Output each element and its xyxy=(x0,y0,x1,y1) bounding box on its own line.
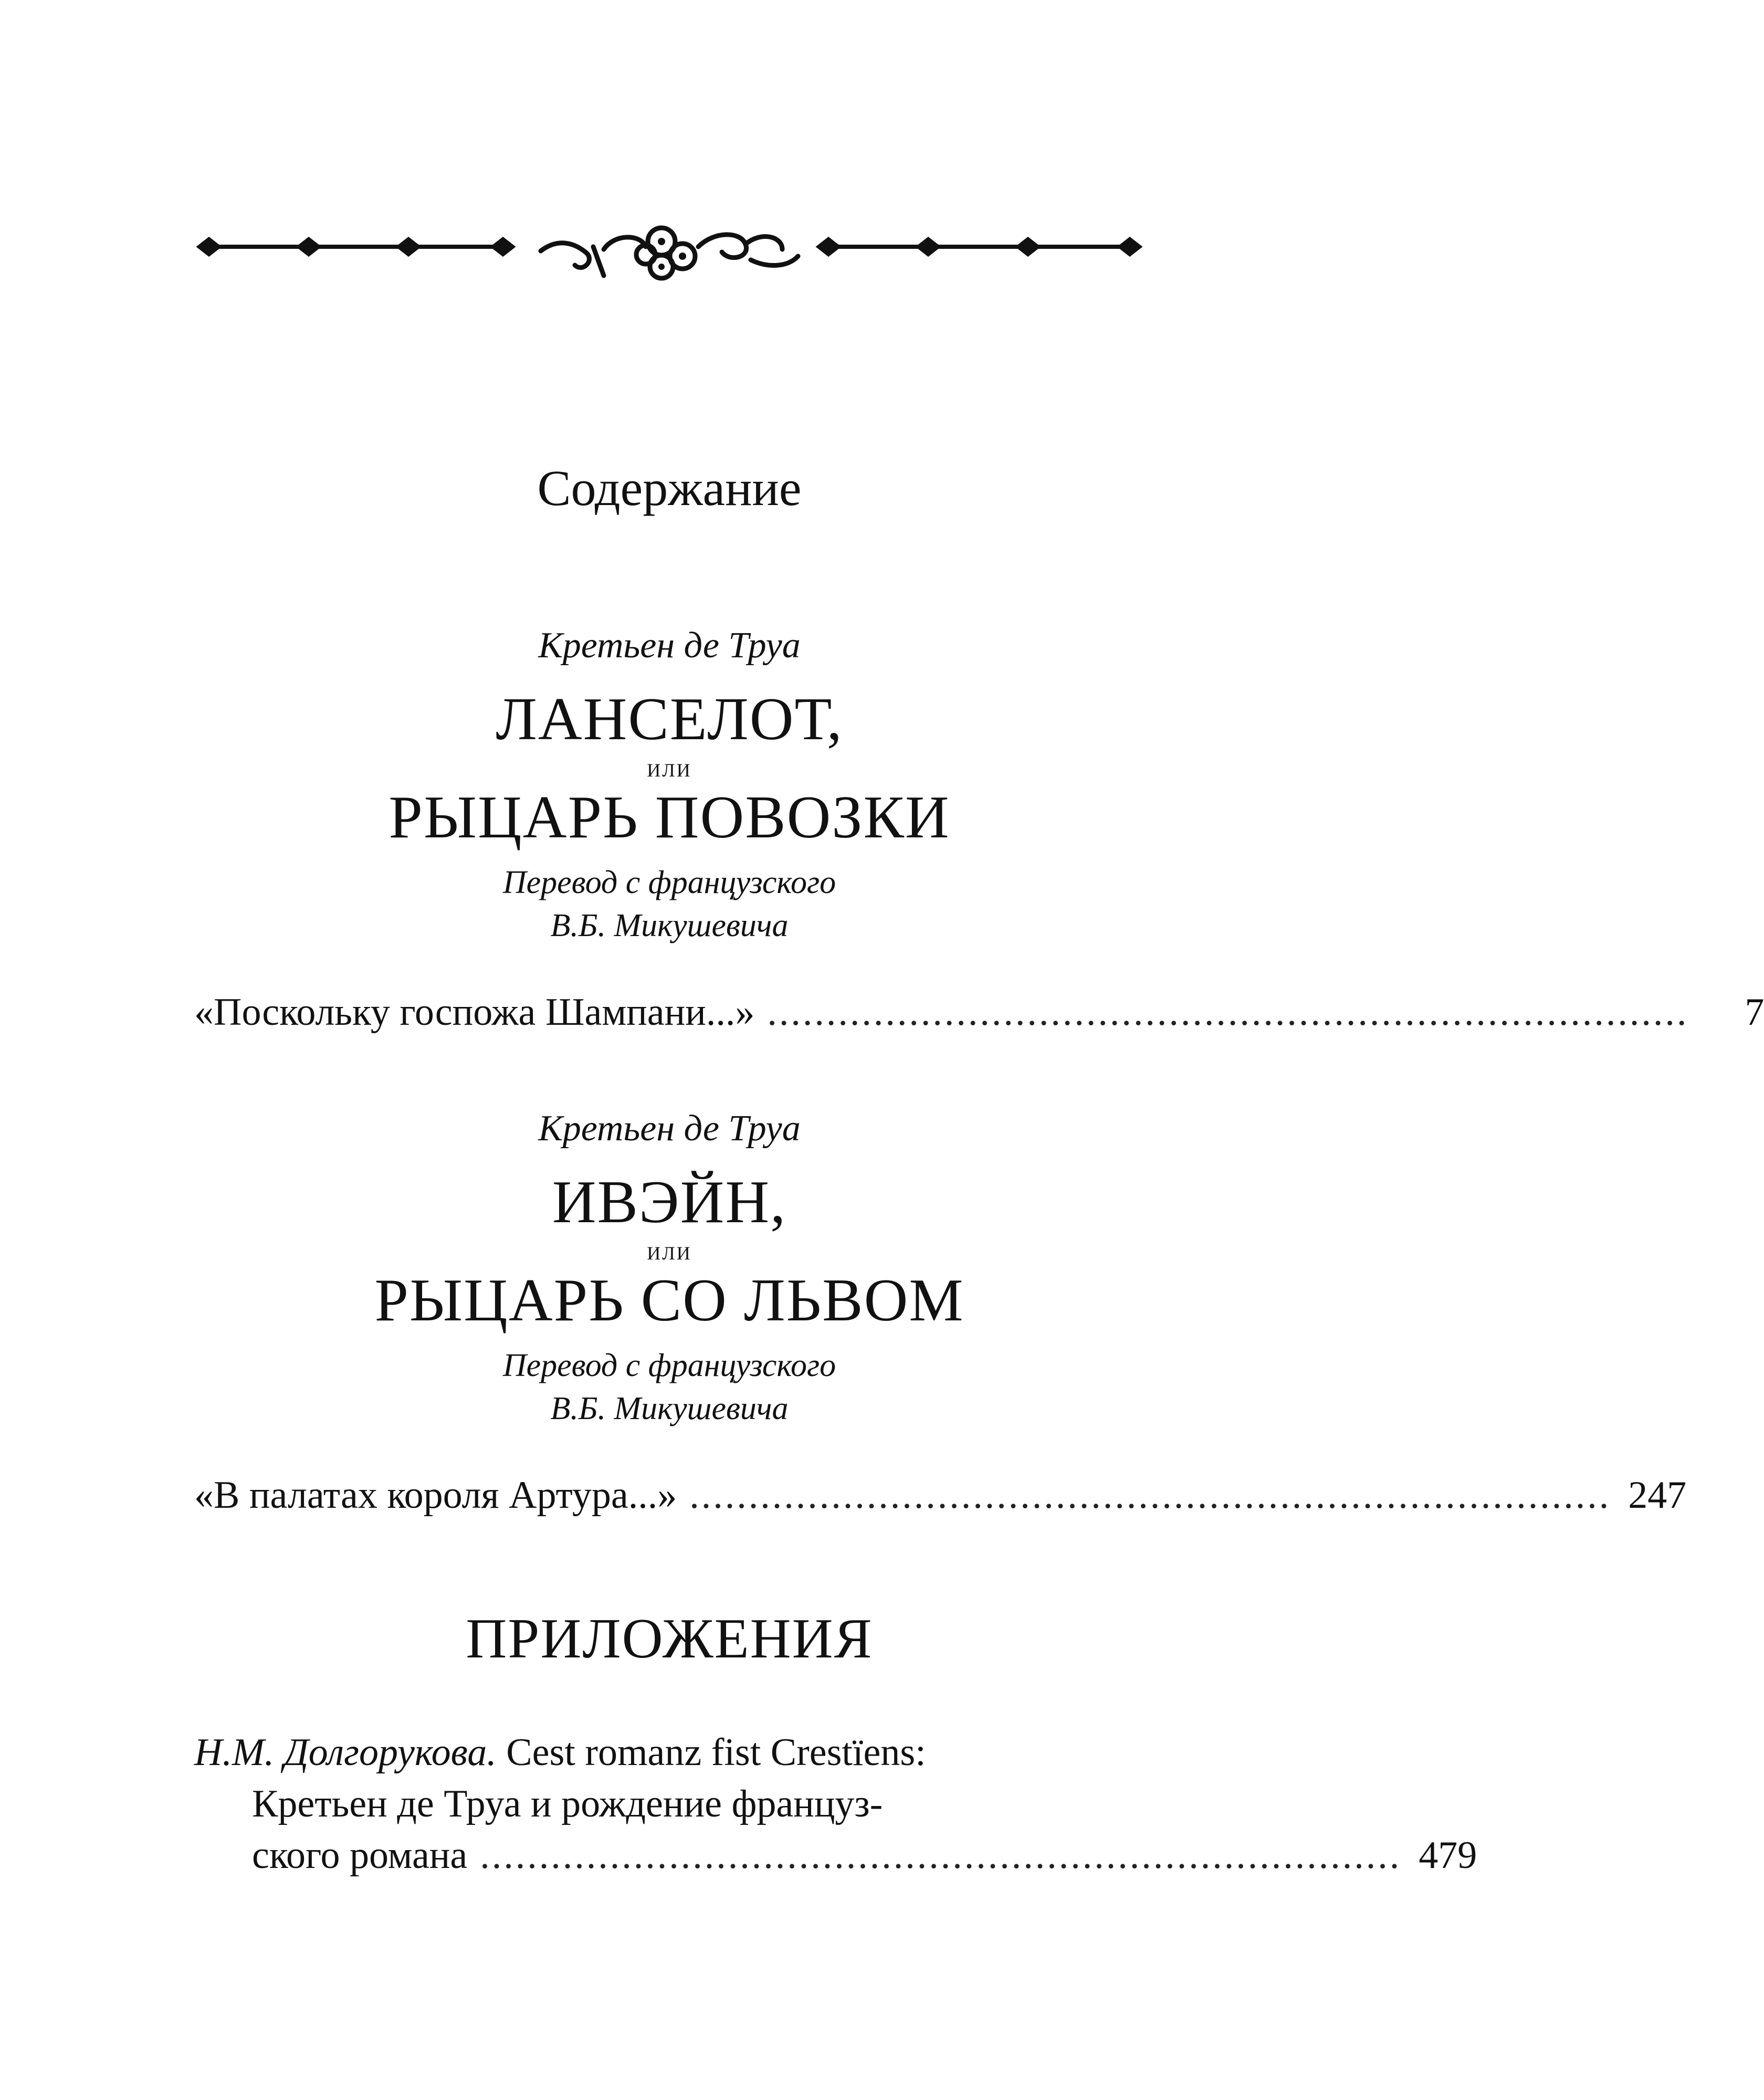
toc-entry-page-number: 7 xyxy=(1745,991,1764,1034)
toc-entry-leader-dots: .............................................................................. xyxy=(767,991,1689,1034)
appendix-entry-title-part3: ского романа xyxy=(252,1834,468,1877)
section2-connector: или xyxy=(647,1236,692,1266)
section2-title-line1: ИВЭЙН, xyxy=(552,1169,787,1236)
appendix-entry-line1[interactable] xyxy=(194,1727,1144,1778)
toc-entry-page-number: 247 xyxy=(1628,1474,1687,1517)
section1-title-line2: РЫЦАРЬ ПОВОЗКИ xyxy=(388,784,950,851)
toc-entry-page-number: 479 xyxy=(1419,1834,1477,1877)
section1-title-line1: ЛАНСЕЛОТ, xyxy=(496,686,843,753)
decorative-flourish-icon xyxy=(194,210,1144,289)
section1-connector: или xyxy=(647,753,692,783)
toc-entry-yvain[interactable] xyxy=(194,1470,1687,1520)
appendix-entry-line3[interactable] xyxy=(252,1830,1477,1881)
toc-entry-leader-dots: .............................................................................. xyxy=(480,1834,1402,1877)
appendix-entry-title-part1: Cest romanz fist Crestïens: xyxy=(506,1731,926,1774)
page-title: Содержание xyxy=(537,460,802,516)
toc-entry-label: «В палатах короля Артура...» xyxy=(194,1474,677,1517)
section2-title-line2: РЫЦАРЬ СО ЛЬВОМ xyxy=(374,1267,964,1334)
section2-author: Кретьен де Труа xyxy=(538,1108,801,1149)
appendix-entry-title-part2: Кретьен де Труа и рождение француз- xyxy=(252,1782,883,1825)
toc-entry-label: «Поскольку госпожа Шампани...» xyxy=(194,991,755,1034)
section2-translation-line2: В.Б. Микушевича xyxy=(550,1391,789,1426)
appendix-heading: ПРИЛОЖЕНИЯ xyxy=(466,1608,873,1670)
section2-translation-line1: Перевод с французского xyxy=(502,1348,836,1383)
appendix-entry-author: Н.М. Долгорукова. xyxy=(194,1731,497,1774)
section1-author: Кретьен де Труа xyxy=(538,625,801,666)
appendix-entry-line2[interactable] xyxy=(252,1779,1144,1829)
section1-translation-line1: Перевод с французского xyxy=(502,865,836,900)
section1-translation-line2: В.Б. Микушевича xyxy=(550,908,789,943)
toc-entry-leader-dots: .............................................................................. xyxy=(689,1474,1611,1517)
toc-entry-lancelot[interactable] xyxy=(194,987,1764,1037)
